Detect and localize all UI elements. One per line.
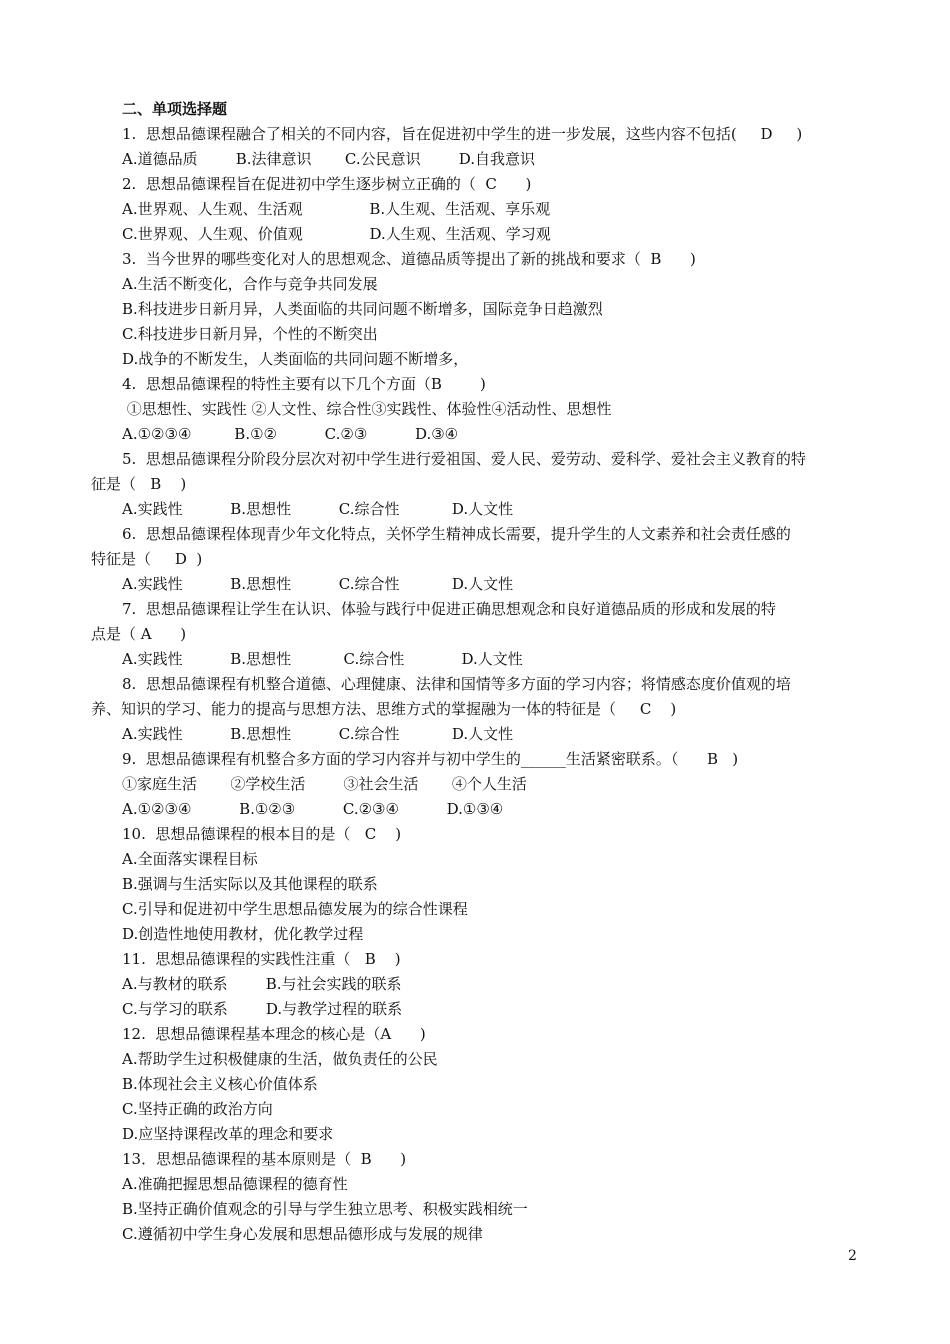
option-3c: C.科技进步日新月异，个性的不断突出	[122, 325, 378, 343]
option-3b: B.科技进步日新月异，人类面临的共同问题不断增多，国际竞争日趋激烈	[122, 300, 603, 318]
question-13: 13．思想品德课程的基本原则是（ B )	[122, 1150, 407, 1168]
option-10c: C.引导和促进初中学生思想品德发展为的综合性课程	[122, 900, 468, 918]
options-6: A.实践性 B.思想性 C.综合性 D.人文性	[122, 575, 514, 593]
question-6: 6. 思想品德课程体现青少年文化特点，关怀学生精神成长需要，提升学生的人文素养和社会责任感的	[122, 525, 791, 543]
option-10a: A.全面落实课程目标	[122, 850, 258, 868]
question-10: 10. 思想品德课程的根本目的是（ C )	[122, 825, 402, 843]
question-1: 1. 思想品德课程融合了相关的不同内容，旨在促进初中学生的进一步发展，这些内容不包括( D )	[122, 125, 803, 143]
question-5-cont: 征是（ B )	[91, 475, 187, 493]
question-5: 5. 思想品德课程分阶段分层次对初中学生进行爱祖国、爱人民、爱劳动、爱科学、爱社会主义教育的特	[122, 450, 806, 468]
question-2: 2. 思想品德课程旨在促进初中学生逐步树立正确的（ C )	[122, 175, 532, 193]
option-3d: D.战争的不断发生，人类面临的共同问题不断增多，	[122, 350, 469, 368]
option-12c: C.坚持正确的政治方向	[122, 1100, 273, 1118]
options-9: A.①②③④ B.①②③ C.②③④ D.①③④	[122, 800, 504, 818]
options-2-ab: A.世界观、人生观、生活观 B.人生观、生活观、享乐观	[122, 200, 551, 218]
items-9: ①家庭生活 ②学校生活 ③社会生活 ④个人生活	[122, 775, 527, 793]
option-3a: A.生活不断变化，合作与竞争共同发展	[122, 275, 378, 293]
options-4: A.①②③④ B.①② C.②③ D.③④	[122, 425, 459, 443]
question-3: 3. 当今世界的哪些变化对人的思想观念、道德品质等提出了新的挑战和要求（ B )	[122, 250, 696, 268]
page-number: 2	[848, 1248, 857, 1264]
question-7-cont: 点是（ A )	[91, 625, 187, 643]
option-12a: A.帮助学生过积极健康的生活，做负责任的公民	[122, 1050, 438, 1068]
option-10d: D.创造性地使用教材，优化教学过程	[122, 925, 364, 943]
question-8: 8. 思想品德课程有机整合道德、心理健康、法律和国情等多方面的学习内容；将情感态度价值观的培	[122, 675, 791, 693]
items-4: ①思想性、实践性 ②人文性、综合性③实践性、体验性④活动性、思想性	[122, 400, 612, 418]
question-7: 7. 思想品德课程让学生在认识、体验与践行中促进正确思想观念和良好道德品质的形成和发展的特	[122, 600, 776, 618]
options-11-cd: C.与学习的联系 D.与教学过程的联系	[122, 1000, 403, 1018]
option-10b: B.强调与生活实际以及其他课程的联系	[122, 875, 378, 893]
question-6-cont: 特征是（ D )	[91, 550, 203, 568]
question-11: 11. 思想品德课程的实践性注重（ B )	[122, 950, 401, 968]
options-8: A.实践性 B.思想性 C.综合性 D.人文性	[122, 725, 514, 743]
option-13a: A.准确把握思想品德课程的德育性	[122, 1175, 348, 1193]
options-1: A.道德品质 B.法律意识 C.公民意识 D.自我意识	[122, 150, 536, 168]
option-12b: B.体现社会主义核心价值体系	[122, 1075, 318, 1093]
option-13b: B.坚持正确价值观念的引导与学生独立思考、积极实践相统一	[122, 1200, 528, 1218]
options-2-cd: C.世界观、人生观、价值观 D.人生观、生活观、学习观	[122, 225, 551, 243]
options-5: A.实践性 B.思想性 C.综合性 D.人文性	[122, 500, 514, 518]
question-8-cont: 养、知识的学习、能力的提高与思想方法、思维方式的掌握融为一体的特征是（ C )	[91, 700, 677, 718]
section-title: 二、单项选择题	[122, 100, 228, 118]
question-4: 4. 思想品德课程的特性主要有以下几个方面（B )	[122, 375, 486, 393]
option-13c: C.遵循初中学生身心发展和思想品德形成与发展的规律	[122, 1225, 483, 1243]
options-7: A.实践性 B.思想性 C.综合性 D.人文性	[122, 650, 523, 668]
options-11-ab: A.与教材的联系 B.与社会实践的联系	[122, 975, 402, 993]
option-12d: D.应坚持课程改革的理念和要求	[122, 1125, 334, 1143]
question-12: 12. 思想品德课程基本理念的核心是（A )	[122, 1025, 426, 1043]
question-9: 9. 思想品德课程有机整合多方面的学习内容并与初中学生的______生活紧密联系。（ B )	[122, 750, 739, 768]
